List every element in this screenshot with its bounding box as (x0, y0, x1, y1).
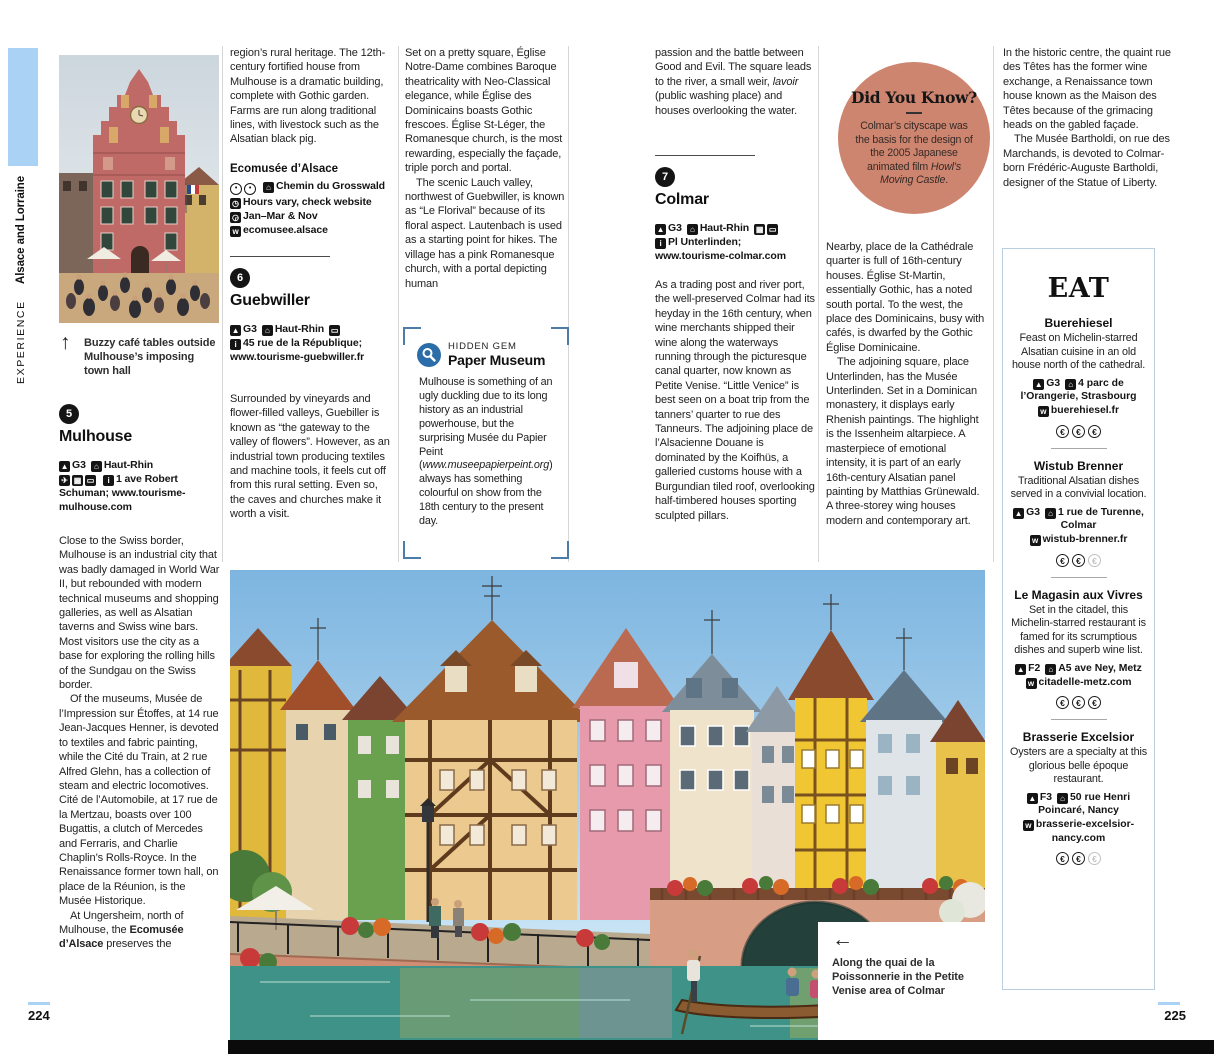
tourist-office: 1 ave Robert Schuman; www.tourisme-mulhouse.com (59, 473, 186, 513)
map-reference-icon: ▲ (1014, 508, 1023, 518)
euro-icon: € (1088, 554, 1101, 567)
tourist-office: 45 rue de la République; www.tourisme-guebwiller.fr (230, 337, 365, 363)
guebwiller-body-end: passion and the battle between Good and Evil. The square leads to the river, a small weir, lavoir (public washing place) and houses overlooking the water. (655, 47, 812, 117)
tourist-info-icon: i (655, 238, 666, 249)
mulhouse-body-continued: region’s rural heritage. The 12th-century fortified house from Mulhouse is a dramatic building, complete with Gothic garden. Farms are run along traditional lines, with livestock such as the Alsatian black pig. (230, 47, 386, 146)
mulhouse-info (59, 458, 220, 514)
euro-icon: € (1056, 554, 1069, 567)
did-you-know-body: Colmar’s cityscape was the basis for the design of the 2005 Japanese animated film Howl’s Moving Castle. (855, 120, 973, 187)
restaurant-desc: Traditional Alsatian dishes served in a convivial location. (1010, 474, 1147, 501)
sight-number-6: 6 (230, 268, 250, 288)
euro-icon: € (1072, 852, 1085, 865)
restaurant-info: ▲ G3 ⌂ 4 parc de l’Orangerie, Strasbourg w buerehiesel.fr (1020, 377, 1137, 416)
eat-divider (1051, 719, 1107, 720)
lavoir-italic: lavoir (772, 75, 799, 88)
tourist-info-icon: i (103, 475, 114, 486)
euro-icon: € (1056, 425, 1069, 438)
restaurant-desc: Feast on Michelin-starred Alsatian cuisine in an old house north of the cathedral. (1011, 332, 1146, 372)
ecomusee-title: Ecomusée d’Alsace (230, 163, 339, 175)
tourist-office: Pl Unterlinden; www.tourisme-colmar.com (655, 236, 786, 262)
price-rating (1010, 554, 1147, 567)
page-number-left: 224 (28, 1008, 50, 1023)
euro-icon: € (1072, 425, 1085, 438)
restaurant-desc: Set in the citadel, this Michelin-starred restaurant is famed for its scrumptious dishes and superb wine list. (1011, 603, 1146, 657)
address-icon: ⌂ (1045, 664, 1056, 675)
colmar-body-continued: Nearby, place de la Cathédrale quarter is full of 16th-century houses. Église St-Martin, essentially Gothic, has a noted south portal. To the west, the place des Dominicains, busy with cafés, is dwarfed by the Gothic Église Dominicaine. The adjoining square, place Unterlinden, has the Musée Unterlinden. Set in a Dominican monastery, it displays early Rhenish paintings. The highlight is the Issenheim altarpiece. A masterpiece of emotional intensity, it is part of an early 16th-century Alsatian panel painting by Matthias Grünewald. A three-storey wing houses modern and contemporary art. (826, 241, 985, 527)
hours: Hours vary, check website (243, 196, 372, 208)
airport-icon: ✈ (59, 475, 70, 486)
facility-icon: • (230, 183, 242, 195)
department-icon: ⌂ (91, 461, 102, 472)
restaurant-name: Buerehiesel (1044, 316, 1113, 330)
colmar-photo-caption-box (818, 922, 985, 1040)
address: Chemin du Grosswald (276, 180, 385, 192)
sidebar-region-label: Alsace and Lorraine (15, 176, 27, 285)
column-rule (818, 46, 819, 562)
website-icon: w (1026, 678, 1037, 689)
restaurant-info: ▲ F2 ⌂ A5 ave Ney, Metz w citadelle-metz.com (1016, 662, 1142, 688)
address-icon: ⌂ (263, 182, 274, 193)
box-corner (403, 541, 421, 559)
department: Haut-Rhin (103, 459, 154, 471)
price-rating (1010, 696, 1147, 709)
left-arrow-icon: ← (832, 928, 853, 951)
price-rating (1010, 852, 1147, 865)
euro-icon: € (1056, 852, 1069, 865)
bus-icon: ▭ (330, 326, 339, 335)
colmar-info (655, 221, 815, 263)
department-icon: ⌂ (687, 224, 698, 235)
restaurant-name: Wistub Brenner (1033, 458, 1124, 473)
address-icon: ⌂ (1065, 379, 1076, 390)
price-rating (1010, 425, 1147, 438)
entry-divider (230, 256, 330, 257)
euro-icon: € (1072, 554, 1085, 567)
guebwiller-body-continued: Set on a pretty square, Église Notre-Dame combines Baroque theatricality with Neo-Classical elegance, while Église des Dominicains boasts Gothic frescoes. Église St-Léger, the Romanesque church, is the most rewarding, especially the façade, triple porch and portal. The scenic Lauch valley, northwest of Guebwiller, is known as “Le Florival” because of its floral aspect. Lautenbach is used as a starting point for hikes. The village has a pink Romanesque church, with a portal depicting human (405, 47, 565, 290)
hidden-gem-url: www.museepapierpeint.org (422, 459, 550, 472)
map-reference-icon: ▲ (60, 462, 69, 471)
page-number-dash (1158, 1002, 1180, 1005)
eat-divider (1051, 577, 1107, 578)
did-you-know-dash (906, 112, 922, 114)
mulhouse-photo-caption: Buzzy café tables outside Mulhouse’s imposing town hall (84, 337, 216, 377)
hidden-gem-box (403, 327, 569, 559)
map-reference-icon: ▲ (656, 225, 665, 234)
film-title-italic: Howl’s Moving Castle (880, 160, 961, 187)
guebwiller-title: Guebwiller (230, 292, 310, 309)
map-reference-icon: ▲ (1016, 664, 1025, 674)
facility-icon: • (244, 183, 256, 195)
guebwiller-body: Surrounded by vineyards and flower-filled valleys, Guebiller is known as “the gateway to the valley of flowers”. However, as an industrial town producing textiles and machine tools, it feels cut off from this rural setting. Even so, the caves and churches make it worth a visit. (230, 393, 390, 521)
mulhouse-title: Mulhouse (59, 428, 133, 445)
euro-icon: € (1088, 696, 1101, 709)
sidebar-vertical-label (12, 174, 30, 384)
grid-ref: G3 (668, 222, 682, 234)
did-you-know-title: Did You Know? (851, 88, 977, 108)
eat-divider (1051, 448, 1107, 449)
website-icon: w (1038, 406, 1049, 417)
map-reference-icon: ▲ (1034, 379, 1043, 389)
colmar-photo-caption: Along the quai de la Poissonnerie in the Petite Venise area of Colmar (832, 957, 964, 997)
hidden-gem-title: Paper Museum (448, 352, 546, 368)
opening-hours-icon: ◷ (230, 198, 241, 209)
restaurant-desc: Oysters are a specialty at this glorious belle époque restaurant. (1010, 746, 1147, 786)
bus-icon: ▭ (768, 225, 777, 234)
department: Haut-Rhin (274, 323, 325, 335)
column-rule (222, 46, 223, 562)
mulhouse-body: Close to the Swiss border, Mulhouse is an industrial city that was badly damaged in World War II, but rebounded with modern technical museums and shopping galleries, as well as Alsatian taverns and Swiss wine bars. Most visitors use the city as a base for exploring the rolling hills of the Sundgau on the Swiss border. Of the museums, Musée de l’Impression sur Étoffes, at 14 rue Jean-Jacques Henner, is devoted to textiles and fabric painting, while the Cité du Train, at 2 rue Alfred Glehn, has a collection of steam and electric locomotives. Cité de l’Automobile, at 17 rue de la Mertzau, boasts over 100 Bugattis, a clutch of Mercedes and Ferraris, and Charlie Chaplin’s Rolls-Royce. In the Renaissance former town hall, on place de la Réunion, is the Musée Historique. At Ungersheim, north of Mulhouse, the Ecomusée d’Alsace preserves the (59, 535, 220, 951)
up-arrow-icon: ↑ (60, 331, 71, 354)
sight-number-5: 5 (59, 404, 79, 424)
page-bottom-bar (228, 1040, 1214, 1054)
euro-icon: € (1088, 425, 1101, 438)
website: ecomusee.alsace (243, 224, 328, 236)
euro-icon: € (1056, 696, 1069, 709)
grid-ref: G3 (243, 323, 257, 335)
colmar-body: As a trading post and river port, the well-preserved Colmar had its heyday in the 16th century, when wine merchants shipped their wine along the waterways running through the picturesque canal quarter, now known as Petite Venise. “Little Venice” is best seen on a boat trip from the tanners’ quarter to rue des Tanneurs. The adjoining place de l’Alsacienne Douane is dominated by the Koifhüs, a galleried customs house with a Burgundian tiled roof, overlooking half-timbered houses sporting sculpted pillars. (655, 279, 815, 522)
restaurant-name: Le Magasin aux Vivres (1014, 587, 1143, 602)
mulhouse-town-hall-photo (59, 55, 219, 323)
sidebar-section-label: EXPERIENCE (15, 300, 27, 384)
section-color-tab (8, 48, 38, 166)
did-you-know-circle (838, 62, 990, 214)
bus-icon: ▭ (86, 476, 95, 485)
tourist-info-icon: i (230, 339, 241, 350)
restaurant-info: ▲ G3 ⌂ 1 rue de Turenne, Colmar w wistub-brenner.fr (1014, 506, 1144, 545)
grid-ref: G3 (72, 459, 86, 471)
column-rule (993, 46, 994, 562)
department-icon: ⌂ (262, 325, 273, 336)
eat-entry (1010, 459, 1147, 588)
eat-box (1002, 248, 1155, 990)
guebwiller-info (230, 322, 393, 364)
train-icon: ▦ (73, 476, 82, 485)
page-number-right: 225 (1164, 1008, 1186, 1023)
closed-dates: Jan–Mar & Nov (243, 210, 318, 222)
euro-icon: € (1072, 696, 1085, 709)
ecomusee-bold-ref: Ecomusée d’Alsace (59, 923, 184, 951)
entry-divider (655, 155, 755, 156)
website-icon: w (1023, 820, 1034, 831)
hidden-gem-body: Mulhouse is something of an ugly duckling due to its long history as an industrial powerhouse, but the surprising Musée du Papier Peint (www.museepapierpeint.org) always has something colourful on show from the 18th century to the present day. (419, 376, 553, 528)
magnifier-icon (417, 343, 441, 367)
sight-number-7: 7 (655, 167, 675, 187)
box-corner (403, 327, 421, 345)
hidden-gem-label: HIDDEN GEM (448, 341, 517, 352)
address-icon: ⌂ (1045, 508, 1056, 519)
euro-icon: € (1088, 852, 1101, 865)
eat-entry (1010, 588, 1147, 731)
train-icon: ▦ (755, 225, 764, 234)
eat-title: EAT (1047, 273, 1110, 304)
map-reference-icon: ▲ (1028, 793, 1037, 803)
restaurant-name: Brasserie Excelsior (1022, 730, 1135, 745)
colmar-title: Colmar (655, 191, 709, 208)
eat-entry (1010, 730, 1147, 865)
colmar-body-end: In the historic centre, the quaint rue des Têtes has the former wine exchange, a Renaissance town house known as the Maison des Têtes because of the grimacing heads on the gabled façade. The Musée Bartholdi, on rue des Marchands, is devoted to Colmar-born Frédéric-Auguste Bartholdi, designer of the Statue of Liberty. (1003, 47, 1171, 189)
closed-dates-icon: ◶ (230, 212, 241, 223)
column-rule (398, 46, 399, 562)
box-corner (551, 541, 569, 559)
restaurant-info: ▲ F3 ⌂ 50 rue Henri Poincaré, Nancy w brasserie-excelsior-nancy.com (1010, 791, 1147, 845)
box-corner (551, 327, 569, 345)
ecomusee-info (230, 179, 393, 237)
website-icon: w (230, 226, 241, 237)
page-number-dash (28, 1002, 50, 1005)
eat-entry (1010, 316, 1147, 459)
address-icon: ⌂ (1057, 793, 1068, 804)
website-icon: w (1030, 535, 1041, 546)
map-reference-icon: ▲ (231, 326, 240, 335)
department: Haut-Rhin (699, 222, 750, 234)
